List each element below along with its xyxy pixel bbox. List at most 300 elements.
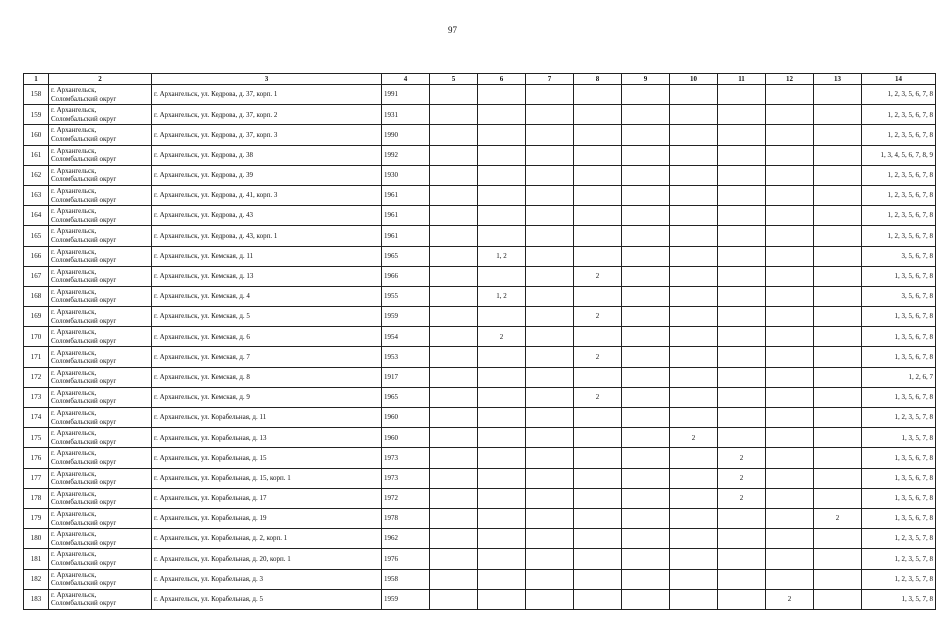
row-number-cell: 159: [24, 105, 49, 125]
year-cell: 1959: [382, 307, 430, 327]
value-cell: [622, 307, 670, 327]
table-body: [24, 85, 936, 610]
value-cell: [766, 145, 814, 165]
column-header: 11: [718, 74, 766, 85]
value-cell: [622, 347, 670, 367]
year-cell: 1955: [382, 286, 430, 306]
value-cell: [670, 165, 718, 185]
codes-cell: 1, 2, 3, 5, 6, 7, 8: [862, 125, 936, 145]
table-row: [24, 327, 936, 347]
value-cell: [574, 549, 622, 569]
value-cell: 2: [478, 327, 526, 347]
address-cell: г. Архангельск, ул. Корабельная, д. 17: [152, 488, 382, 508]
column-header: 13: [814, 74, 862, 85]
address-cell: г. Архангельск, ул. Кедрова, д. 41, корп. 3: [152, 185, 382, 205]
district-text: Соломбальский округ: [51, 498, 117, 507]
address-cell: г. Архангельск, ул. Корабельная, д. 3: [152, 569, 382, 589]
table-row: [24, 85, 936, 105]
value-cell: [622, 286, 670, 306]
value-cell: [622, 125, 670, 145]
value-cell: [670, 327, 718, 347]
value-cell: [670, 549, 718, 569]
district-text: Соломбальский округ: [51, 558, 117, 567]
value-cell: [766, 327, 814, 347]
value-cell: [766, 266, 814, 286]
value-cell: [574, 529, 622, 549]
district-text: Соломбальский округ: [51, 437, 117, 446]
locality-cell: [49, 145, 152, 165]
value-cell: [718, 428, 766, 448]
value-cell: [766, 105, 814, 125]
locality-cell: [49, 448, 152, 468]
district-text: Соломбальский округ: [51, 336, 117, 345]
value-cell: [574, 468, 622, 488]
table-row: [24, 246, 936, 266]
codes-cell: 1, 3, 5, 6, 7, 8: [862, 327, 936, 347]
value-cell: [430, 468, 478, 488]
city-text: г. Архангельск,: [51, 267, 97, 276]
value-cell: [718, 367, 766, 387]
value-cell: [574, 85, 622, 105]
value-cell: [430, 347, 478, 367]
value-cell: [718, 145, 766, 165]
value-cell: [670, 589, 718, 609]
value-cell: [574, 327, 622, 347]
row-number-cell: 164: [24, 206, 49, 226]
city-text: г. Архангельск,: [51, 146, 97, 155]
value-cell: [670, 105, 718, 125]
value-cell: 2: [718, 468, 766, 488]
city-text: г. Архангельск,: [51, 328, 97, 337]
value-cell: [718, 569, 766, 589]
value-cell: [526, 125, 574, 145]
value-cell: [814, 165, 862, 185]
row-number-cell: 180: [24, 529, 49, 549]
value-cell: [814, 206, 862, 226]
value-cell: [718, 327, 766, 347]
column-header: 1: [24, 74, 49, 85]
value-cell: [766, 529, 814, 549]
value-cell: [526, 165, 574, 185]
district-text: Соломбальский округ: [51, 296, 117, 305]
value-cell: [766, 367, 814, 387]
value-cell: 2: [574, 266, 622, 286]
row-number-cell: 163: [24, 185, 49, 205]
value-cell: [670, 206, 718, 226]
row-number-cell: 158: [24, 85, 49, 105]
year-cell: 1973: [382, 468, 430, 488]
value-cell: [718, 549, 766, 569]
address-cell: г. Архангельск, ул. Кемская, д. 5: [152, 307, 382, 327]
locality-cell: [49, 246, 152, 266]
value-cell: [622, 549, 670, 569]
address-cell: г. Архангельск, ул. Корабельная, д. 11: [152, 408, 382, 428]
value-cell: [430, 145, 478, 165]
table-row: [24, 125, 936, 145]
value-cell: [718, 125, 766, 145]
value-cell: [478, 307, 526, 327]
column-header: 14: [862, 74, 936, 85]
district-text: Соломбальский округ: [51, 377, 117, 386]
city-text: г. Архангельск,: [51, 550, 97, 559]
value-cell: [814, 569, 862, 589]
codes-cell: 3, 5, 6, 7, 8: [862, 246, 936, 266]
value-cell: [766, 549, 814, 569]
row-number-cell: 178: [24, 488, 49, 508]
value-cell: [718, 226, 766, 246]
value-cell: [814, 488, 862, 508]
value-cell: [718, 246, 766, 266]
address-cell: г. Архангельск, ул. Корабельная, д. 19: [152, 508, 382, 528]
locality-cell: [49, 327, 152, 347]
row-number-cell: 171: [24, 347, 49, 367]
value-cell: [622, 206, 670, 226]
codes-cell: 1, 3, 5, 6, 7, 8: [862, 387, 936, 407]
value-cell: 1, 2: [478, 286, 526, 306]
value-cell: [670, 387, 718, 407]
value-cell: [814, 529, 862, 549]
value-cell: [670, 347, 718, 367]
value-cell: [670, 286, 718, 306]
value-cell: [478, 408, 526, 428]
city-text: г. Архангельск,: [51, 429, 97, 438]
value-cell: [814, 549, 862, 569]
year-cell: 1930: [382, 165, 430, 185]
locality-cell: [49, 307, 152, 327]
value-cell: [430, 85, 478, 105]
city-text: г. Архангельск,: [51, 126, 97, 135]
year-cell: 1972: [382, 488, 430, 508]
table-row: [24, 286, 936, 306]
locality-cell: [49, 408, 152, 428]
district-text: Соломбальский округ: [51, 94, 117, 103]
row-number-cell: 174: [24, 408, 49, 428]
codes-cell: 1, 3, 5, 6, 7, 8: [862, 266, 936, 286]
value-cell: [814, 185, 862, 205]
locality-cell: [49, 589, 152, 609]
value-cell: [574, 206, 622, 226]
value-cell: [574, 226, 622, 246]
value-cell: [574, 125, 622, 145]
value-cell: [478, 85, 526, 105]
row-number-cell: 162: [24, 165, 49, 185]
value-cell: [430, 266, 478, 286]
locality-cell: [49, 488, 152, 508]
city-text: г. Архангельск,: [51, 590, 97, 599]
year-cell: 1962: [382, 529, 430, 549]
value-cell: [814, 125, 862, 145]
table-row: [24, 529, 936, 549]
value-cell: [430, 508, 478, 528]
value-cell: [814, 408, 862, 428]
value-cell: [478, 367, 526, 387]
value-cell: [478, 428, 526, 448]
year-cell: 1965: [382, 246, 430, 266]
value-cell: 2: [574, 387, 622, 407]
value-cell: [526, 569, 574, 589]
row-number-cell: 166: [24, 246, 49, 266]
value-cell: [670, 468, 718, 488]
value-cell: 2: [718, 448, 766, 468]
value-cell: [718, 105, 766, 125]
value-cell: [430, 286, 478, 306]
value-cell: [622, 367, 670, 387]
city-text: г. Архангельск,: [51, 227, 97, 236]
value-cell: [622, 569, 670, 589]
value-cell: [670, 266, 718, 286]
value-cell: [622, 408, 670, 428]
column-header: 12: [766, 74, 814, 85]
city-text: г. Архангельск,: [51, 388, 97, 397]
value-cell: [766, 387, 814, 407]
row-number-cell: 165: [24, 226, 49, 246]
value-cell: [766, 408, 814, 428]
value-cell: [478, 529, 526, 549]
value-cell: [718, 408, 766, 428]
codes-cell: 1, 2, 3, 5, 6, 7, 8: [862, 85, 936, 105]
value-cell: [574, 105, 622, 125]
value-cell: [526, 408, 574, 428]
locality-cell: [49, 367, 152, 387]
city-text: г. Архангельск,: [51, 308, 97, 317]
city-text: г. Архангельск,: [51, 530, 97, 539]
value-cell: [526, 286, 574, 306]
value-cell: [478, 468, 526, 488]
register-table: [23, 73, 936, 610]
value-cell: [478, 185, 526, 205]
table-row: [24, 206, 936, 226]
value-cell: 1, 2: [478, 246, 526, 266]
value-cell: [622, 185, 670, 205]
codes-cell: 1, 2, 3, 5, 7, 8: [862, 549, 936, 569]
column-header: 5: [430, 74, 478, 85]
value-cell: [478, 206, 526, 226]
value-cell: [814, 468, 862, 488]
district-text: Соломбальский округ: [51, 316, 117, 325]
value-cell: [670, 488, 718, 508]
city-text: г. Архангельск,: [51, 368, 97, 377]
value-cell: [814, 85, 862, 105]
locality-cell: [49, 125, 152, 145]
value-cell: [670, 226, 718, 246]
value-cell: [574, 286, 622, 306]
row-number-cell: 170: [24, 327, 49, 347]
address-cell: г. Архангельск, ул. Кемская, д. 8: [152, 367, 382, 387]
value-cell: [574, 448, 622, 468]
row-number-cell: 176: [24, 448, 49, 468]
value-cell: [814, 145, 862, 165]
district-text: Соломбальский округ: [51, 256, 117, 265]
value-cell: 2: [574, 307, 622, 327]
value-cell: [574, 408, 622, 428]
value-cell: [526, 508, 574, 528]
value-cell: [574, 508, 622, 528]
city-text: г. Архангельск,: [51, 409, 97, 418]
value-cell: [478, 165, 526, 185]
value-cell: [670, 185, 718, 205]
locality-cell: [49, 508, 152, 528]
address-cell: г. Архангельск, ул. Кедрова, д. 43, корп. 1: [152, 226, 382, 246]
value-cell: [478, 347, 526, 367]
codes-cell: 1, 3, 5, 6, 7, 8: [862, 347, 936, 367]
address-cell: г. Архангельск, ул. Корабельная, д. 5: [152, 589, 382, 609]
value-cell: [814, 226, 862, 246]
value-cell: [430, 367, 478, 387]
value-cell: [526, 226, 574, 246]
value-cell: [622, 105, 670, 125]
value-cell: [814, 347, 862, 367]
value-cell: [526, 105, 574, 125]
value-cell: [718, 508, 766, 528]
city-text: г. Архангельск,: [51, 86, 97, 95]
district-text: Соломбальский округ: [51, 276, 117, 285]
value-cell: [622, 387, 670, 407]
year-cell: 1966: [382, 266, 430, 286]
value-cell: [430, 226, 478, 246]
value-cell: [670, 125, 718, 145]
value-cell: [622, 246, 670, 266]
value-cell: [718, 347, 766, 367]
value-cell: [574, 165, 622, 185]
value-cell: [622, 448, 670, 468]
locality-cell: [49, 549, 152, 569]
value-cell: [478, 125, 526, 145]
locality-cell: [49, 206, 152, 226]
value-cell: [670, 408, 718, 428]
district-text: Соломбальский округ: [51, 175, 117, 184]
year-cell: 1958: [382, 569, 430, 589]
value-cell: [766, 508, 814, 528]
value-cell: [766, 347, 814, 367]
value-cell: [430, 165, 478, 185]
year-cell: 1961: [382, 226, 430, 246]
value-cell: [670, 448, 718, 468]
codes-cell: 1, 3, 5, 6, 7, 8: [862, 468, 936, 488]
row-number-cell: 173: [24, 387, 49, 407]
value-cell: [766, 569, 814, 589]
city-text: г. Архангельск,: [51, 207, 97, 216]
district-text: Соломбальский округ: [51, 195, 117, 204]
codes-cell: 1, 2, 6, 7: [862, 367, 936, 387]
locality-cell: [49, 529, 152, 549]
value-cell: [478, 145, 526, 165]
column-header: 3: [152, 74, 382, 85]
value-cell: [478, 387, 526, 407]
value-cell: [430, 488, 478, 508]
value-cell: [622, 266, 670, 286]
row-number-cell: 181: [24, 549, 49, 569]
value-cell: [766, 468, 814, 488]
year-cell: 1954: [382, 327, 430, 347]
value-cell: [430, 408, 478, 428]
row-number-cell: 169: [24, 307, 49, 327]
district-text: Соломбальский округ: [51, 155, 117, 164]
address-cell: г. Архангельск, ул. Корабельная, д. 15: [152, 448, 382, 468]
year-cell: 1961: [382, 206, 430, 226]
value-cell: [622, 529, 670, 549]
value-cell: [718, 266, 766, 286]
value-cell: [814, 266, 862, 286]
locality-cell: [49, 185, 152, 205]
codes-cell: 1, 2, 3, 5, 7, 8: [862, 529, 936, 549]
value-cell: [622, 428, 670, 448]
codes-cell: 1, 3, 5, 6, 7, 8: [862, 307, 936, 327]
address-cell: г. Архангельск, ул. Кемская, д. 11: [152, 246, 382, 266]
value-cell: [814, 448, 862, 468]
value-cell: [766, 428, 814, 448]
value-cell: [430, 387, 478, 407]
value-cell: [478, 105, 526, 125]
value-cell: 2: [766, 589, 814, 609]
year-cell: 1990: [382, 125, 430, 145]
value-cell: [574, 367, 622, 387]
table-row: [24, 266, 936, 286]
table-row: [24, 105, 936, 125]
value-cell: [766, 125, 814, 145]
table-row: [24, 226, 936, 246]
table-row: [24, 549, 936, 569]
value-cell: [430, 125, 478, 145]
value-cell: [430, 428, 478, 448]
locality-cell: [49, 347, 152, 367]
value-cell: [670, 85, 718, 105]
row-number-cell: 182: [24, 569, 49, 589]
value-cell: [814, 105, 862, 125]
district-text: Соломбальский округ: [51, 397, 117, 406]
district-text: Соломбальский округ: [51, 134, 117, 143]
value-cell: [718, 387, 766, 407]
table-row: [24, 165, 936, 185]
value-cell: [430, 448, 478, 468]
year-cell: 1953: [382, 347, 430, 367]
codes-cell: 1, 3, 5, 6, 7, 8: [862, 448, 936, 468]
value-cell: [478, 448, 526, 468]
year-cell: 1992: [382, 145, 430, 165]
locality-cell: [49, 226, 152, 246]
city-text: г. Архангельск,: [51, 449, 97, 458]
city-text: г. Архангельск,: [51, 348, 97, 357]
value-cell: [526, 529, 574, 549]
value-cell: [622, 468, 670, 488]
address-cell: г. Архангельск, ул. Кемская, д. 4: [152, 286, 382, 306]
table-row: [24, 145, 936, 165]
column-header: 4: [382, 74, 430, 85]
value-cell: [766, 226, 814, 246]
value-cell: [814, 286, 862, 306]
address-cell: г. Архангельск, ул. Кемская, д. 9: [152, 387, 382, 407]
codes-cell: 1, 3, 5, 6, 7, 8: [862, 508, 936, 528]
value-cell: [766, 206, 814, 226]
address-cell: г. Архангельск, ул. Кемская, д. 7: [152, 347, 382, 367]
value-cell: [478, 508, 526, 528]
value-cell: [526, 327, 574, 347]
district-text: Соломбальский округ: [51, 538, 117, 547]
value-cell: [478, 569, 526, 589]
value-cell: [622, 145, 670, 165]
value-cell: [766, 165, 814, 185]
locality-cell: [49, 286, 152, 306]
address-cell: г. Архангельск, ул. Кедрова, д. 37, корп. 3: [152, 125, 382, 145]
year-cell: 1931: [382, 105, 430, 125]
year-cell: 1960: [382, 428, 430, 448]
value-cell: [574, 569, 622, 589]
value-cell: [766, 185, 814, 205]
value-cell: [526, 549, 574, 569]
value-cell: [478, 226, 526, 246]
year-cell: 1965: [382, 387, 430, 407]
table-row: [24, 589, 936, 609]
row-number-cell: 167: [24, 266, 49, 286]
